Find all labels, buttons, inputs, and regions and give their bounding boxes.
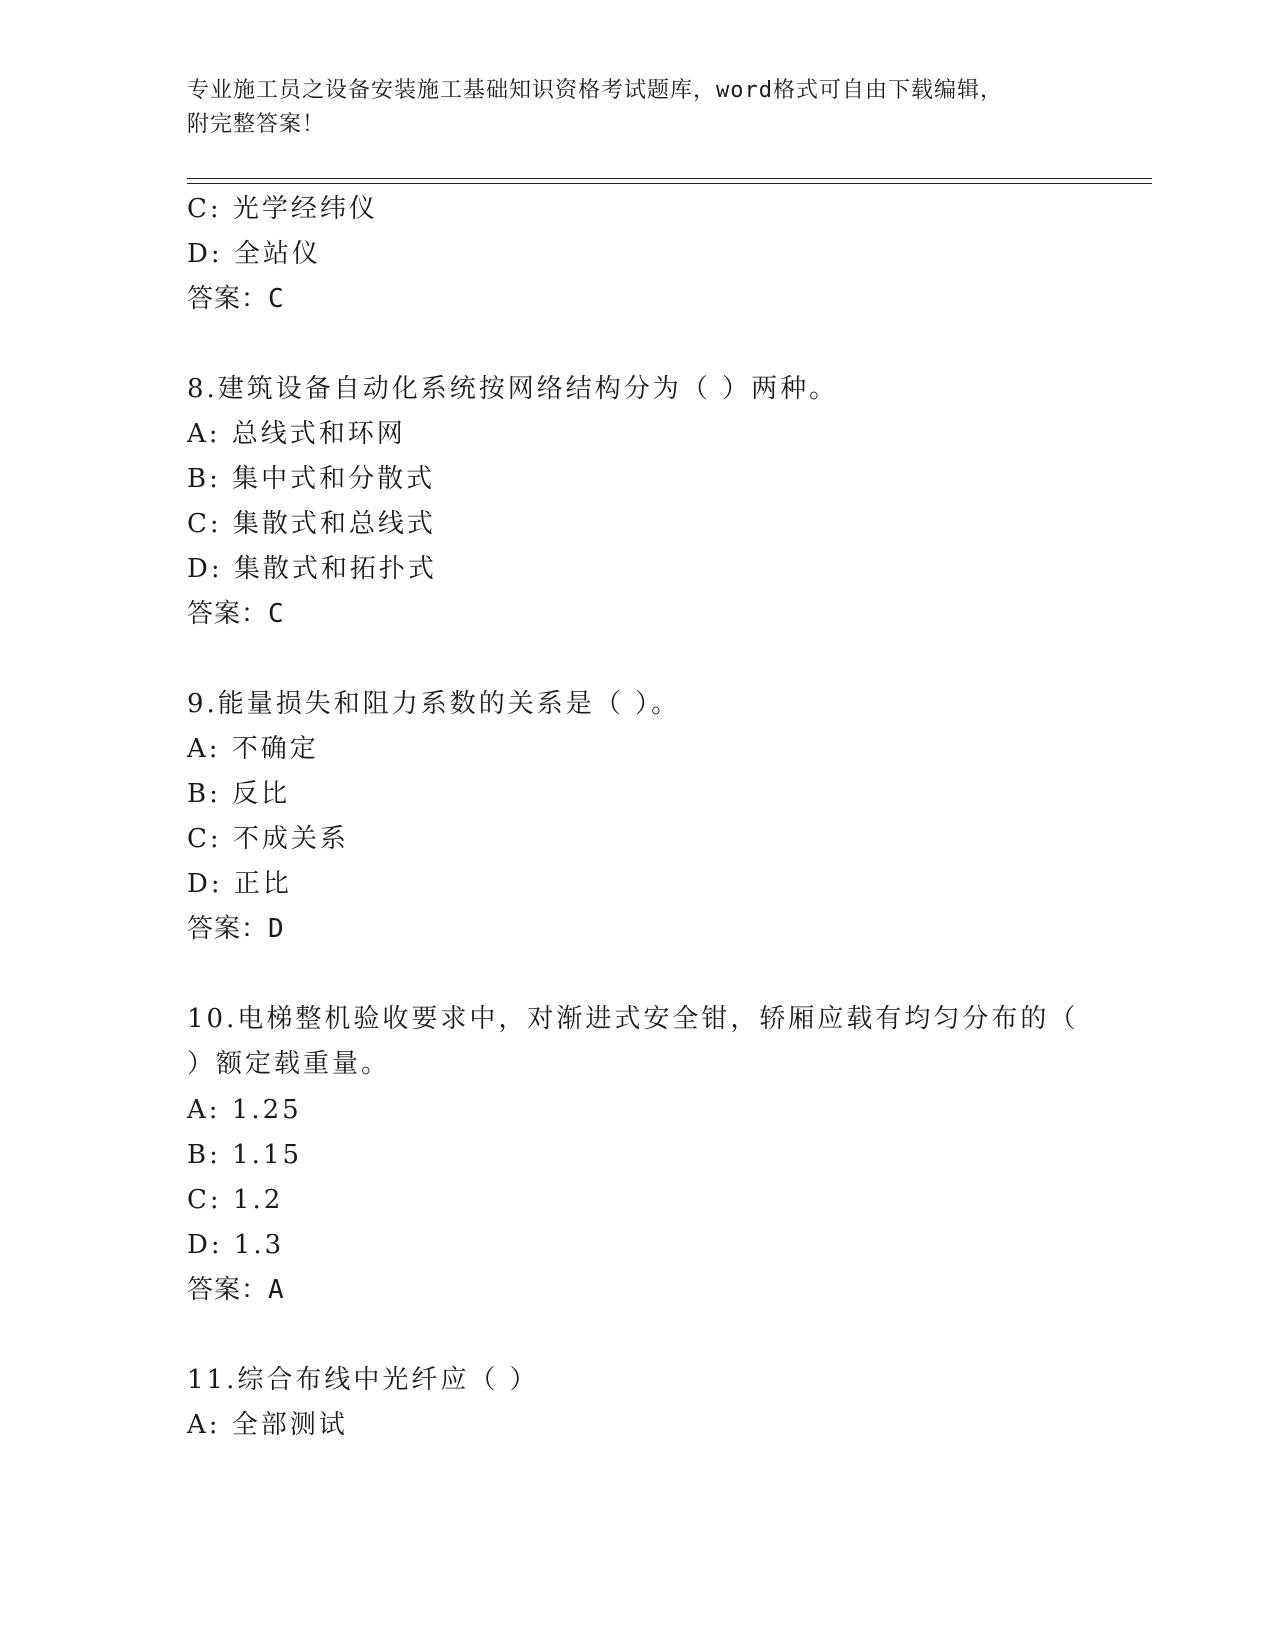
q9-option-b: B: 反比 bbox=[187, 779, 291, 809]
q9-option-d: D: 正比 bbox=[187, 869, 292, 899]
header-divider-top bbox=[187, 178, 1152, 179]
q8-option-c: C: 集散式和总线式 bbox=[187, 509, 436, 539]
q10-question-line-1: 10.电梯整机验收要求中，对渐进式安全钳，轿厢应载有均匀分布的（ bbox=[187, 1004, 1079, 1034]
q10-option-b: B: 1.15 bbox=[187, 1140, 303, 1170]
q10-option-a: A: 1.25 bbox=[187, 1095, 302, 1125]
document-header bbox=[187, 74, 1087, 142]
header-divider-bottom bbox=[187, 183, 1152, 184]
header-line-1: 专业施工员之设备安装施工基础知识资格考试题库，word格式可自由下载编辑， bbox=[187, 78, 1003, 103]
q8-option-a: A: 总线式和环网 bbox=[187, 419, 406, 449]
q11-option-a: A: 全部测试 bbox=[187, 1410, 348, 1440]
q8-option-b: B: 集中式和分散式 bbox=[187, 464, 436, 494]
q10-option-c: C: 1.2 bbox=[187, 1185, 284, 1215]
q9-question: 9.能量损失和阻力系数的关系是（ ）。 bbox=[187, 689, 681, 719]
q8-option-d: D: 集散式和拓扑式 bbox=[187, 554, 437, 584]
q11-question: 11.综合布线中光纤应（ ） bbox=[187, 1365, 539, 1395]
q9-option-a: A: 不确定 bbox=[187, 734, 319, 764]
q8-question: 8.建筑设备自动化系统按网络结构分为（ ）两种。 bbox=[187, 374, 839, 404]
q7-answer: 答案：C bbox=[187, 284, 285, 314]
q7-option-c: C: 光学经纬仪 bbox=[187, 194, 378, 224]
q7-option-d: D: 全站仪 bbox=[187, 239, 321, 269]
header-line-2: 附完整答案！ bbox=[187, 112, 326, 137]
q9-option-c: C: 不成关系 bbox=[187, 824, 349, 854]
q10-option-d: D: 1.3 bbox=[187, 1230, 285, 1260]
q10-question-line-2: ）额定载重量。 bbox=[187, 1049, 391, 1079]
q8-answer: 答案：C bbox=[187, 599, 285, 629]
q10-answer: 答案：A bbox=[187, 1275, 285, 1305]
q9-answer: 答案：D bbox=[187, 914, 285, 944]
